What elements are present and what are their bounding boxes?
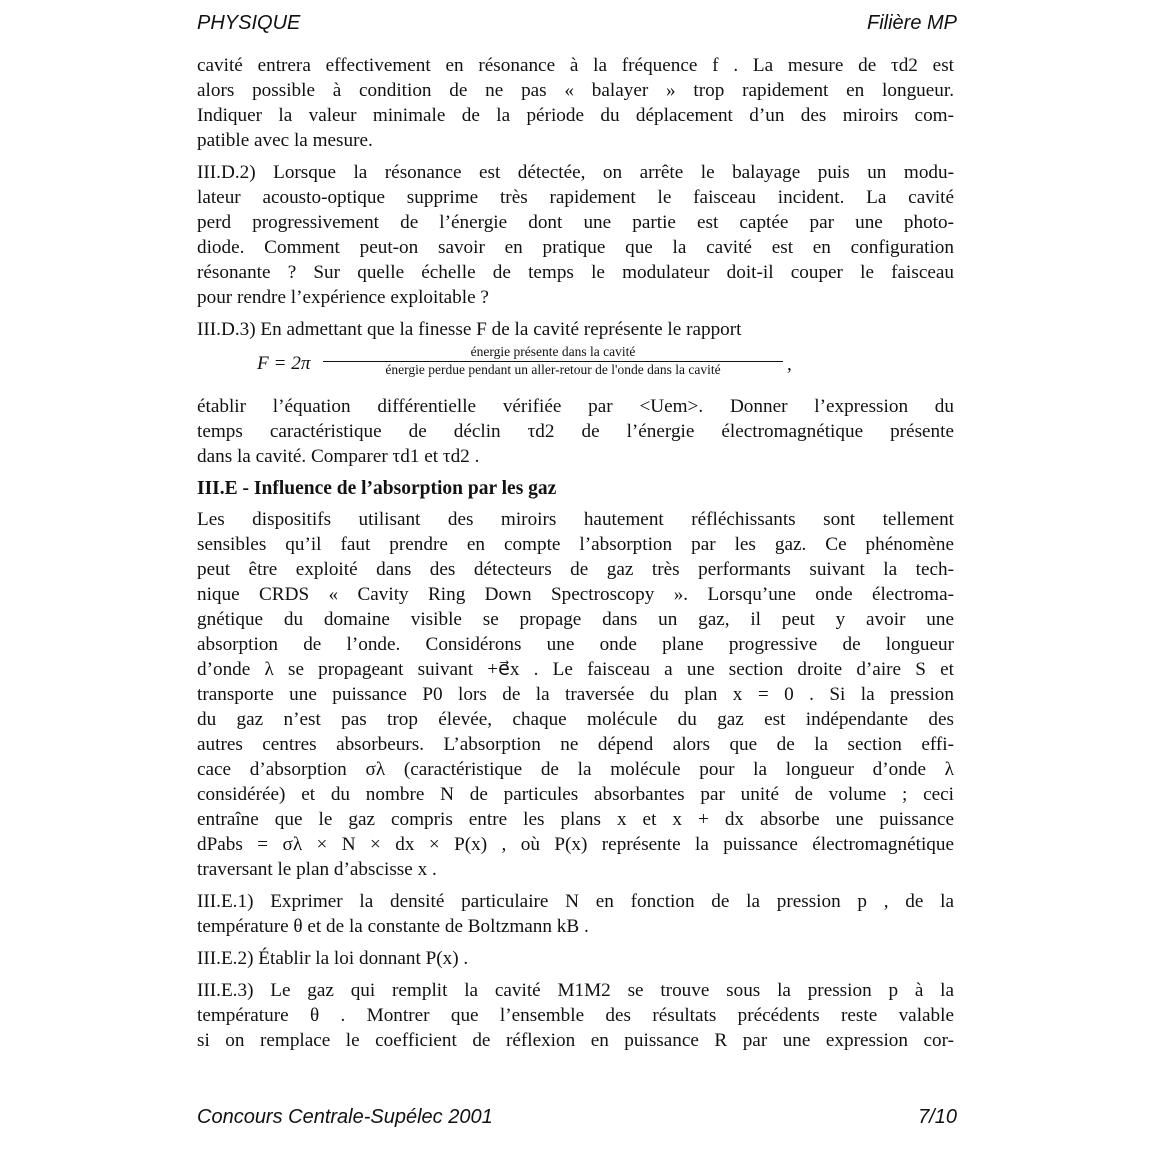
text-line: diode. Comment peut-on savoir en pratique que la cavité est en configuration <box>197 237 954 258</box>
text-line: Indiquer la valeur minimale de la période du déplacement d’un des miroirs com- <box>197 105 954 126</box>
equation-fraction <box>323 344 783 378</box>
equation-denominator: énergie perdue pendant un aller-retour de l'onde dans la cavité <box>385 362 721 377</box>
text-line: température θ . Montrer que l’ensemble des résultats précédents reste valable <box>197 1005 954 1026</box>
text-line: établir l’équation différentielle vérifiée par <Uem>. Donner l’expression du <box>197 396 954 417</box>
text-line: dans la cavité. Comparer τd1 et τd2 . <box>197 446 480 467</box>
text-line: dPabs = σλ × N × dx × P(x) , où P(x) représente la puissance électromagnétique <box>197 834 954 855</box>
equation-comma: , <box>787 354 792 375</box>
paragraph <box>197 394 954 469</box>
text-line: résonante ? Sur quelle échelle de temps le modulateur doit-il couper le faisceau <box>197 262 954 283</box>
question-III-D-2 <box>197 160 954 310</box>
text-line: absorption de l’onde. Considérons une onde plane progressive de longueur <box>197 634 954 655</box>
text-line: si on remplace le coefficient de réflexion en puissance R par une expression cor- <box>197 1030 954 1051</box>
text-line: III.E.1) Exprimer la densité particulaire N en fonction de la pression p , de la <box>197 891 954 912</box>
text-line: autres centres absorbeurs. L’absorption ne dépend alors que de la section effi- <box>197 734 954 755</box>
text-line: Les dispositifs utilisant des miroirs hautement réfléchissants sont tellement <box>197 509 954 530</box>
text-line: patible avec la mesure. <box>197 130 373 151</box>
text-line: considérée) et du nombre N de particules absorbantes par unité de volume ; ceci <box>197 784 954 805</box>
text-line: alors possible à condition de ne pas « balayer » trop rapidement en longueur. <box>197 80 954 101</box>
text-line: temps caractéristique de déclin τd2 de l’énergie électromagnétique présente <box>197 421 954 442</box>
text-line: pour rendre l’expérience exploitable ? <box>197 287 489 308</box>
equation-lhs: F = 2π <box>257 353 311 374</box>
paragraph <box>197 53 954 153</box>
text-line: perd progressivement de l’énergie dont une partie est captée par une photo- <box>197 212 954 233</box>
text-line: température θ et de la constante de Boltzmann kB . <box>197 916 589 937</box>
text-line: III.D.2) Lorsque la résonance est détectée, on arrête le balayage puis un modu- <box>197 162 954 183</box>
text-line: III.D.3) En admettant que la finesse F de la cavité représente le rapport <box>197 319 742 340</box>
text-line: du gaz n’est pas trop élevée, chaque molécule du gaz est indépendante des <box>197 709 954 730</box>
text-line: entraîne que le gaz compris entre les plans x et x + dx absorbe une puissance <box>197 809 954 830</box>
footer-contest: Concours Centrale-Supélec 2001 <box>197 1106 493 1128</box>
text-line: nique CRDS « Cavity Ring Down Spectroscopy ». Lorsqu’une onde électroma- <box>197 584 954 605</box>
text-line: traversant le plan d’abscisse x . <box>197 859 437 880</box>
page-body <box>197 53 954 1060</box>
text-line: lateur acousto-optique supprime très rapidement le faisceau incident. La cavité <box>197 187 954 208</box>
paragraph <box>197 507 954 882</box>
text-line: III.E.2) Établir la loi donnant P(x) . <box>197 948 469 969</box>
text-line: peut être exploité dans des détecteurs de gaz très performants suivant la tech- <box>197 559 954 580</box>
text-line: cace d’absorption σλ (caractéristique de la molécule pour la longueur d’onde λ <box>197 759 954 780</box>
text-line: sensibles qu’il faut prendre en compte l’absorption par les gaz. Ce phénomène <box>197 534 954 555</box>
text-line: cavité entrera effectivement en résonance à la fréquence f . La mesure de τd2 est <box>197 55 954 76</box>
question-III-E-1 <box>197 889 954 939</box>
finesse-equation <box>257 344 954 384</box>
text-line: transporte une puissance P0 lors de la traversée du plan x = 0 . Si la pression <box>197 684 954 705</box>
text-line: III.E.3) Le gaz qui remplit la cavité M1M2 se trouve sous la pression p à la <box>197 980 954 1001</box>
text-line: gnétique du domaine visible se propage dans un gaz, il peut y avoir une <box>197 609 954 630</box>
question-III-E-2 <box>197 946 954 971</box>
section-heading: III.E - Influence de l’absorption par les gaz <box>197 478 557 499</box>
header-track: Filière MP <box>866 12 957 34</box>
page-number: 7/10 <box>918 1106 957 1128</box>
equation-numerator: énergie présente dans la cavité <box>323 344 783 362</box>
question-III-D-3 <box>197 317 954 342</box>
text-line: d’onde λ se propageant suivant +e⃗x . Le faisceau a une section droite d’aire S et <box>197 659 954 680</box>
header-subject: PHYSIQUE <box>197 12 301 34</box>
question-III-E-3 <box>197 978 954 1053</box>
